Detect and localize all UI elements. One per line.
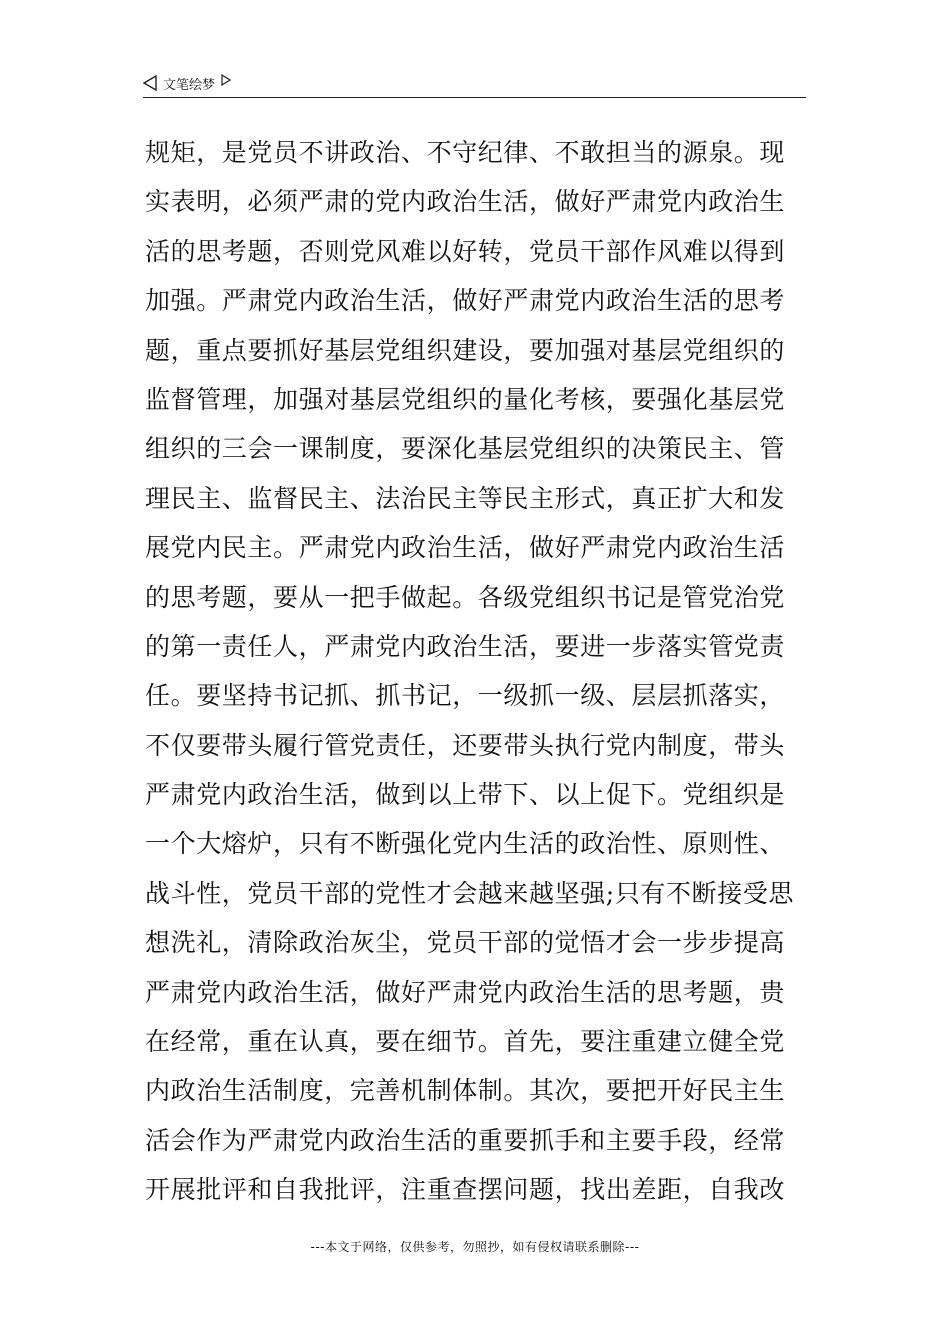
text-line: 想洗礼，清除政治灰尘，党员干部的觉悟才会一步步提高	[145, 928, 786, 958]
text-line: 严肃党内政治生活，做到以上带下、以上促下。党组织是	[145, 780, 786, 810]
text-line: 开展批评和自我批评，注重查摆问题，找出差距，自我改	[145, 1175, 786, 1205]
text-line: 在经常，重在认真，要在细节。首先，要注重建立健全党	[145, 1027, 786, 1057]
header-divider	[143, 97, 806, 98]
text-line: 活的思考题，否则党风难以好转，党员干部作风难以得到	[145, 236, 786, 266]
text-line: 不仅要带头履行管党责任，还要带头执行党内制度，带头	[145, 730, 786, 760]
header-brand: 文笔绘梦	[163, 77, 216, 93]
body-paragraph	[145, 128, 810, 1215]
text-line: 战斗性，党员干部的党性才会越来越坚强;只有不断接受思	[145, 878, 795, 908]
text-line: 展党内民主。严肃党内政治生活，做好严肃党内政治生活	[145, 533, 786, 563]
text-line: 规矩，是党员不讲政治、不守纪律、不敢担当的源泉。现	[145, 138, 786, 167]
text-line: 理民主、监督民主、法治民主等民主形式，真正扩大和发	[145, 483, 786, 513]
footer-disclaimer: ---本文于网络，仅供参考，勿照抄，如有侵权请联系删除---	[310, 1240, 640, 1254]
triangle-left-icon	[143, 75, 157, 91]
page-header	[143, 70, 806, 96]
text-line: 监督管理，加强对基层党组织的量化考核，要强化基层党	[145, 384, 786, 414]
text-line: 实表明，必须严肃的党内政治生活，做好严肃党内政治生	[145, 187, 786, 217]
text-line: 严肃党内政治生活，做好严肃党内政治生活的思考题，贵	[145, 977, 786, 1007]
text-line: 活会作为严肃党内政治生活的重要抓手和主要手段，经常	[145, 1125, 786, 1155]
text-line: 题，重点要抓好基层党组织建设，要加强对基层党组织的	[145, 335, 786, 365]
text-line: 任。要坚持书记抓、抓书记，一级抓一级、层层抓落实，	[145, 681, 786, 711]
text-line: 的思考题，要从一把手做起。各级党组织书记是管党治党	[145, 582, 786, 612]
triangle-right-icon	[221, 74, 231, 86]
text-line: 加强。严肃党内政治生活，做好严肃党内政治生活的思考	[145, 286, 786, 316]
text-line: 的第一责任人，严肃党内政治生活，要进一步落实管党责	[145, 631, 786, 661]
text-line: 内政治生活制度，完善机制体制。其次，要把开好民主生	[145, 1076, 786, 1106]
text-line: 组织的三会一课制度，要深化基层党组织的决策民主、管	[145, 434, 786, 464]
text-line: 一个大熔炉，只有不断强化党内生活的政治性、原则性、	[145, 829, 786, 859]
